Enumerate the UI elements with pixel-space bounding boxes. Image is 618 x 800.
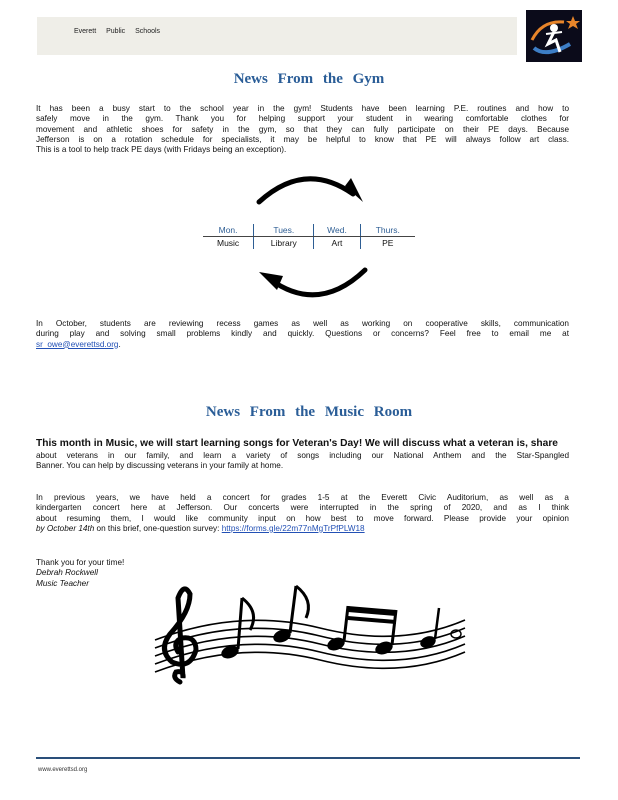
schedule-class-cell: Music: [203, 237, 254, 250]
survey-deadline: by October 14th: [36, 523, 95, 533]
signature-title: Music Teacher: [36, 578, 89, 588]
schedule-class-cell: Library: [254, 237, 314, 250]
gym-intro-line: safely move in the gym. Thank you for helping support your student in wearing comfortable clothes for: [36, 114, 569, 124]
gym-october-line: during play and solving small problems kindly and quickly. Questions or concerns? Feel free to email me at: [36, 329, 569, 339]
gym-intro-line: This is a tool to help track PE days (with Fridays being an exception).: [36, 145, 287, 155]
music-intro-line: about veterans in our family, and learn a variety of songs including our National Anthem and the Star-Spangled: [36, 451, 569, 460]
schedule-class-cell: Art: [314, 237, 360, 250]
music-concert-paragraph: [36, 493, 569, 534]
music-intro-lead: This month in Music, we will start learning songs for Veteran's Day! We will discuss what a veteran is, share: [36, 438, 558, 449]
gym-intro-line: Jefferson is on a rotation schedule for specialists, it may be helpful to know that PE will always follow art class.: [36, 134, 569, 144]
survey-text: on this brief, one-question survey:: [96, 523, 220, 533]
signature-name: Debrah Rockwell: [36, 568, 98, 578]
curved-arrow-left-icon: [255, 264, 370, 306]
gym-intro-paragraph: [36, 104, 569, 155]
gym-october-line: In October, students are reviewing recess games as well as working on cooperative skills, communication: [36, 319, 569, 328]
music-intro-paragraph: [36, 451, 569, 472]
footer-rule: [36, 757, 580, 759]
closing-line: Thank you for your time!: [36, 558, 125, 567]
music-concert-line: kindergarten concert here at Jefferson. Our concerts were interrupted in the spring of 2020, and as I think: [36, 503, 569, 513]
survey-link[interactable]: https://forms.gle/22m77nMgTrPfPLW18: [221, 523, 365, 533]
music-section-title: News From the Music Room: [205, 404, 413, 420]
curved-arrow-right-icon: [255, 168, 370, 208]
everett-public-schools-logo: [526, 10, 582, 62]
music-concert-line: about resuming them, I would like community input on how best to move forward. Please provide your opinion: [36, 513, 569, 523]
gym-email-line: sr_owe@everettsd.org.: [36, 339, 121, 349]
district-name: Everett Public Schools: [74, 28, 161, 35]
header-band: [37, 17, 517, 55]
footer-website: www.everettsd.org: [38, 767, 88, 773]
schedule-class-cell: PE: [382, 238, 394, 248]
gym-email-link[interactable]: sr_owe@everettsd.org: [36, 339, 119, 349]
music-intro-line: Banner. You can help by discussing veterans in your family at home.: [36, 461, 284, 471]
gym-section-title: News From the Gym: [233, 71, 385, 87]
schedule-day-header: Tues.: [254, 224, 314, 237]
music-survey-line: [36, 524, 569, 534]
schedule-day-header: Mon.: [203, 224, 254, 237]
schedule-day-header: Wed.: [314, 224, 360, 237]
schedule-day-header: Thurs.: [360, 224, 415, 237]
gym-intro-line: movement and athletic shoes for safety in the gym, so that they can fully participate on their PE days. Because: [36, 124, 569, 134]
gym-october-paragraph: [36, 319, 569, 350]
pe-rotation-schedule: [203, 224, 415, 249]
music-staff-notes-illustration: [150, 578, 470, 688]
gym-intro-line: It has been a busy start to the school year in the gym! Students have been learning P.E. routines and how to: [36, 104, 569, 113]
music-concert-line: In previous years, we have held a concert for grades 1-5 at the Everett Civic Auditorium, as well as a: [36, 493, 569, 502]
